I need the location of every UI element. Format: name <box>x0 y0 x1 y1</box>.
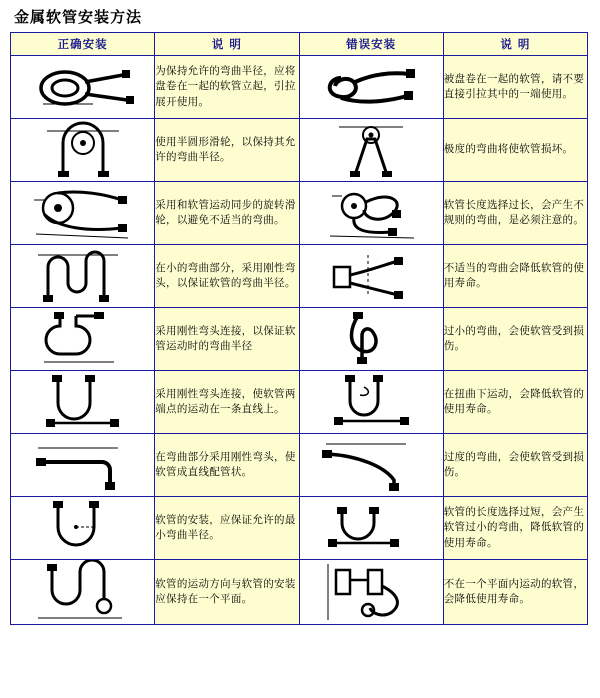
page-title: 金属软管安装方法 <box>14 8 143 26</box>
note-cell-correct: 为保持允许的弯曲半径，应将盘卷在一起的软管立起，引拉展开使用。 <box>155 56 299 119</box>
rigid-elbow-connection-icon <box>11 310 154 368</box>
rotating-pulley-chain-icon <box>11 184 154 242</box>
figure-cell-correct <box>11 434 155 497</box>
note-cell-wrong: 被盘卷在一起的软管，请不要直接引拉其中的一端使用。 <box>443 56 587 119</box>
minimum-bend-radius-icon <box>11 499 154 557</box>
note-cell-correct: 软管的安装，应保证允许的最小弯曲半径。 <box>155 497 299 560</box>
figure-cell-wrong <box>299 56 443 119</box>
figure-cell-wrong <box>299 434 443 497</box>
sharp-bend-pulley-icon <box>300 121 443 179</box>
header-wrong-note: 说 明 <box>443 33 587 56</box>
note-cell-correct: 在小的弯曲部分，采用刚性弯头，以保证软管的弯曲半径。 <box>155 245 299 308</box>
improper-bend-icon <box>300 247 443 305</box>
figure-cell-correct <box>11 371 155 434</box>
u-bend-straight-line-icon <box>11 373 154 431</box>
note-cell-wrong: 软管长度选择过长，会产生不规则的弯曲，是必须注意的。 <box>443 182 587 245</box>
table-row <box>11 434 588 497</box>
straight-pipe-with-elbow-icon <box>11 436 154 494</box>
note-cell-wrong: 极度的弯曲将使软管损坏。 <box>443 119 587 182</box>
note-cell-correct: 采用刚性弯头连接，以保证软管运动时的弯曲半径 <box>155 308 299 371</box>
torsional-movement-icon <box>300 373 443 431</box>
figure-cell-correct <box>11 56 155 119</box>
table-row <box>11 119 588 182</box>
note-cell-wrong: 软管的长度选择过短，会产生软管过小的弯曲，降低软管的使用寿命。 <box>443 497 587 560</box>
figure-cell-correct <box>11 245 155 308</box>
note-cell-wrong: 在扭曲下运动，会降低软管的使用寿命。 <box>443 371 587 434</box>
table-header-row <box>11 33 588 56</box>
note-cell-correct: 软管的运动方向与软管的安装应保持在一个平面。 <box>155 560 299 625</box>
figure-cell-wrong <box>299 308 443 371</box>
too-small-bend-icon <box>300 310 443 368</box>
note-cell-correct: 采用和软管运动同步的旋转滑轮，以避免不适当的弯曲。 <box>155 182 299 245</box>
rigid-bend-small-radius-icon <box>11 247 154 305</box>
table-row <box>11 560 588 625</box>
figure-cell-wrong <box>299 245 443 308</box>
note-cell-correct: 采用刚性弯头连接，使软管两端点的运动在一条直线上。 <box>155 371 299 434</box>
same-plane-motion-icon <box>11 560 154 624</box>
note-cell-wrong: 过小的弯曲，会使软管受到损伤。 <box>443 308 587 371</box>
figure-cell-correct <box>11 119 155 182</box>
figure-cell-wrong <box>299 119 443 182</box>
table-row <box>11 182 588 245</box>
out-of-plane-motion-icon <box>300 560 443 624</box>
note-cell-wrong: 过度的弯曲，会使软管受到损伤。 <box>443 434 587 497</box>
note-cell-wrong: 不适当的弯曲会降低软管的使用寿命。 <box>443 245 587 308</box>
coiled-hose-upright-icon <box>11 58 154 116</box>
overlong-hose-loop-icon <box>300 184 443 242</box>
table-row <box>11 497 588 560</box>
figure-cell-correct <box>11 182 155 245</box>
installation-method-table <box>10 32 588 625</box>
table-body <box>11 56 588 625</box>
note-cell-wrong: 不在一个平面内运动的软管，会降低使用寿命。 <box>443 560 587 625</box>
figure-cell-correct <box>11 497 155 560</box>
figure-cell-wrong <box>299 182 443 245</box>
figure-cell-wrong <box>299 371 443 434</box>
table-row <box>11 371 588 434</box>
figure-cell-correct <box>11 308 155 371</box>
header-correct-install: 正确安装 <box>11 33 155 56</box>
note-cell-correct: 在弯曲部分采用刚性弯头，使软管成直线配管状。 <box>155 434 299 497</box>
table-header <box>11 33 588 56</box>
coiled-hose-pulled-icon <box>300 58 443 116</box>
header-wrong-install: 错误安装 <box>299 33 443 56</box>
note-cell-correct: 使用半圆形滑轮，以保持其允许的弯曲半径。 <box>155 119 299 182</box>
figure-cell-correct <box>11 560 155 625</box>
short-length-bend-icon <box>300 499 443 557</box>
semicircular-pulley-icon <box>11 121 154 179</box>
table-row <box>11 308 588 371</box>
excessive-bend-icon <box>300 436 443 494</box>
figure-cell-wrong <box>299 497 443 560</box>
header-correct-note: 说 明 <box>155 33 299 56</box>
table-row <box>11 56 588 119</box>
table-row <box>11 245 588 308</box>
figure-cell-wrong <box>299 560 443 625</box>
